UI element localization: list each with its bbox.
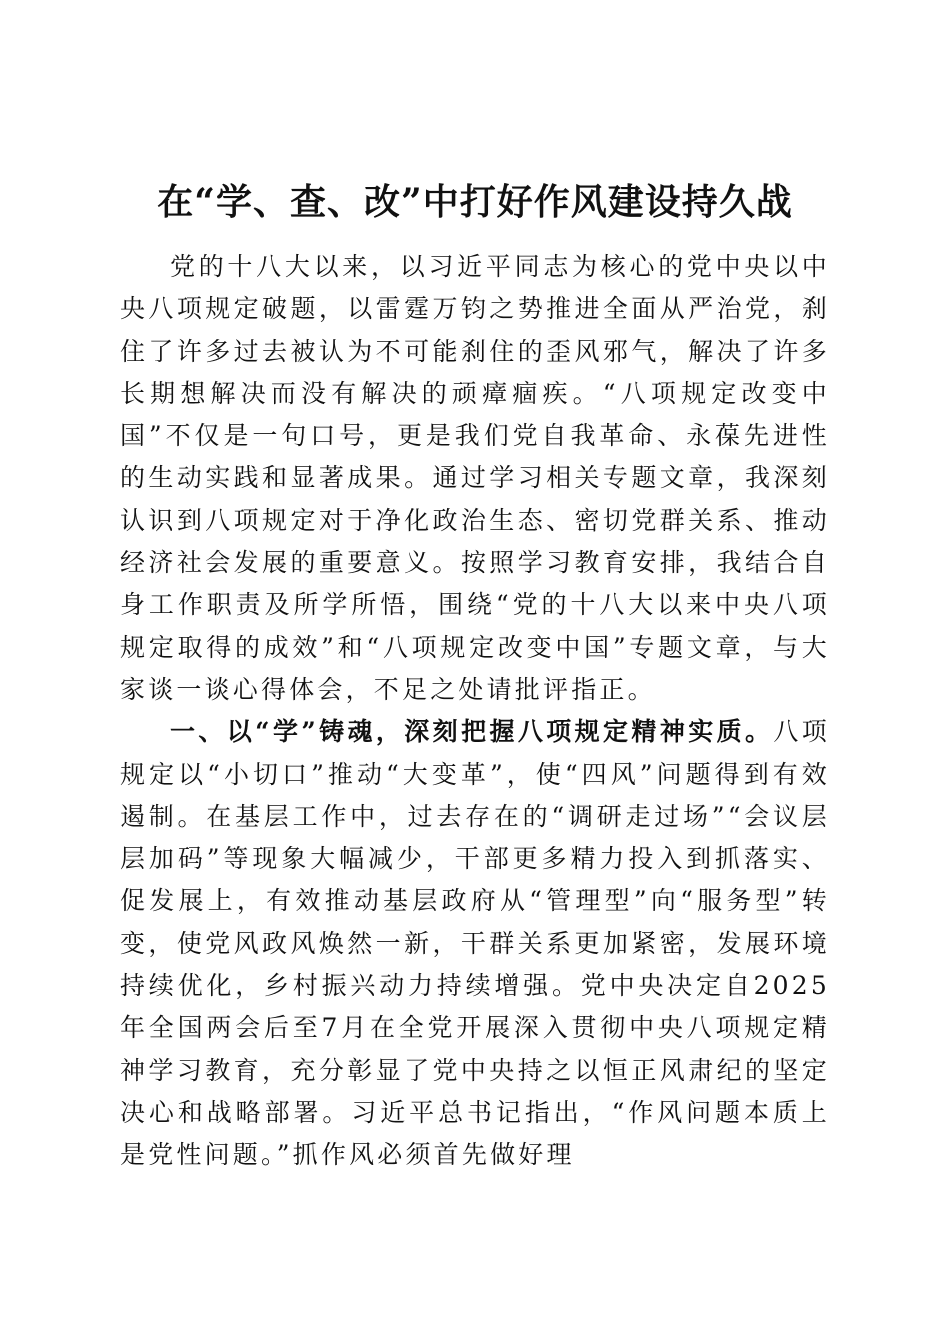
paragraph-intro-text: 党的十八大以来，以习近平同志为核心的党中央以中央八项规定破题，以雷霆万钧之势推进全面从严治党，刹住了许多过去被认为不可能刹住的歪风邪气，解决了许多长期想解决而没有解决的顽瘴痼疾。“八项规定改变中国”不仅是一句口号，更是我们党自我革命、永葆先进性的生动实践和显著成果。通过学习相关专题文章，我深刻认识到八项规定对于净化政治生态、密切党群关系、推动经济社会发展的重要意义。按照学习教育安排，我结合自身工作职责及所学所悟，围绕“党的十八大以来中央八项规定取得的成效”和“八项规定改变中国”专题文章，与大家谈一谈心得体会，不足之处请批评指正。	[120, 252, 830, 704]
paragraph-intro	[120, 246, 830, 711]
document-body	[120, 246, 830, 1177]
section-1-heading: 一、以“学”铸魂，深刻把握八项规定精神实质。	[170, 717, 774, 747]
section-1-text: 八项规定以“小切口”推动“大变革”，使“四风”问题得到有效遏制。在基层工作中，过去存在的“调研走过场”“会议层层加码”等现象大幅减少，干部更多精力投入到抓落实、促发展上，有效推动基层政府从“管理型”向“服务型”转变，使党风政风焕然一新，干群关系更加紧密，发展环境持续优化，乡村振兴动力持续增强。党中央决定自2025年全国两会后至7月在全党开展深入贯彻中央八项规定精神学习教育，充分彰显了党中央持之以恒正风肃纪的坚定决心和战略部署。习近平总书记指出，“作风问题本质上是党性问题。”抓作风必须首先做好理	[120, 717, 830, 1170]
paragraph-section-1	[120, 711, 830, 1176]
document-title: 在“学、查、改”中打好作风建设持久战	[157, 181, 793, 223]
